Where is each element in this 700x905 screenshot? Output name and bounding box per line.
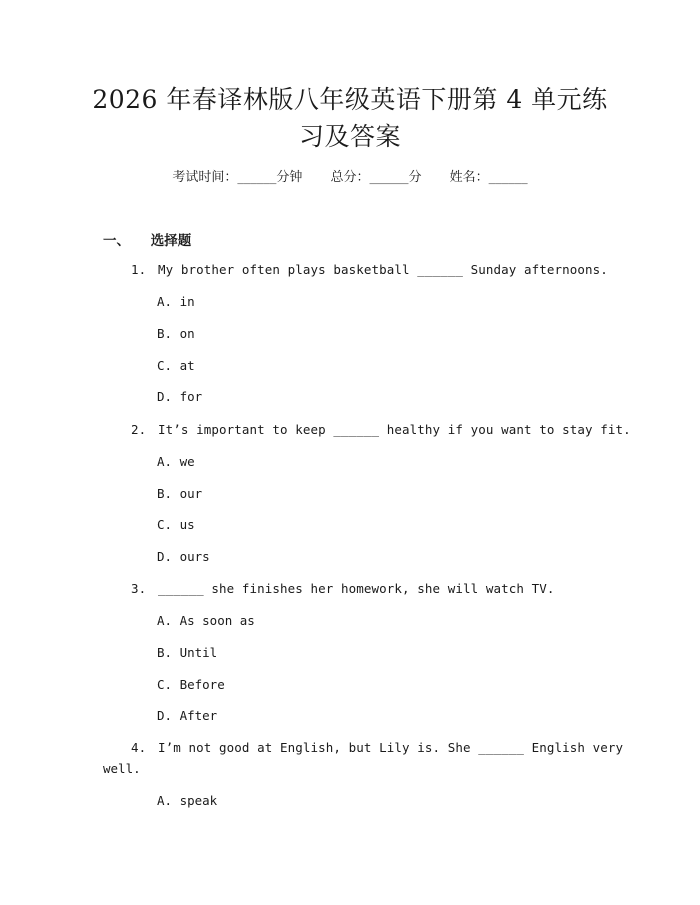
question-number: 3. [131, 581, 147, 596]
student-name-field: 姓名：______ [449, 170, 528, 185]
option-3d: D. After [157, 708, 218, 723]
question-4 [131, 738, 623, 758]
exam-time-field: 考试时间：______分钟 [172, 170, 303, 185]
option-1c: C. at [157, 358, 195, 373]
option-4a: A. speak [157, 793, 218, 808]
question-text: It’s important to keep ______ healthy if you want to stay fit. [158, 422, 631, 437]
section-label: 选择题 [150, 233, 192, 249]
option-2c: C. us [157, 517, 195, 532]
option-1d: D. for [157, 389, 203, 404]
option-2b: B. our [157, 486, 203, 501]
option-2a: A. we [157, 454, 195, 469]
exam-meta-row [0, 168, 700, 188]
section-number: 一、 [103, 233, 130, 249]
option-1b: B. on [157, 326, 195, 341]
section-heading [103, 229, 191, 249]
question-4-continuation: well. [103, 761, 141, 776]
option-3b: B. Until [157, 645, 218, 660]
question-number: 2. [131, 422, 147, 437]
total-score-field: 总分：______分 [330, 170, 422, 185]
question-2 [131, 420, 631, 440]
question-1 [131, 260, 608, 280]
option-1a: A. in [157, 294, 195, 309]
option-3a: A. As soon as [157, 613, 255, 628]
option-3c: C. Before [157, 677, 225, 692]
question-text: I’m not good at English, but Lily is. She ______ English very [158, 740, 624, 755]
question-text: My brother often plays basketball ______ Sunday afternoons. [158, 262, 608, 277]
question-number: 1. [131, 262, 147, 277]
option-2d: D. ours [157, 549, 210, 564]
question-3 [131, 579, 555, 599]
document-title-line-2: 习及答案 [298, 122, 401, 151]
question-number: 4. [131, 740, 147, 755]
question-text: ______ she finishes her homework, she will watch TV. [158, 581, 555, 596]
document-title-line-1: 2026 年春译林版八年级英语下册第 4 单元练 [92, 85, 608, 114]
